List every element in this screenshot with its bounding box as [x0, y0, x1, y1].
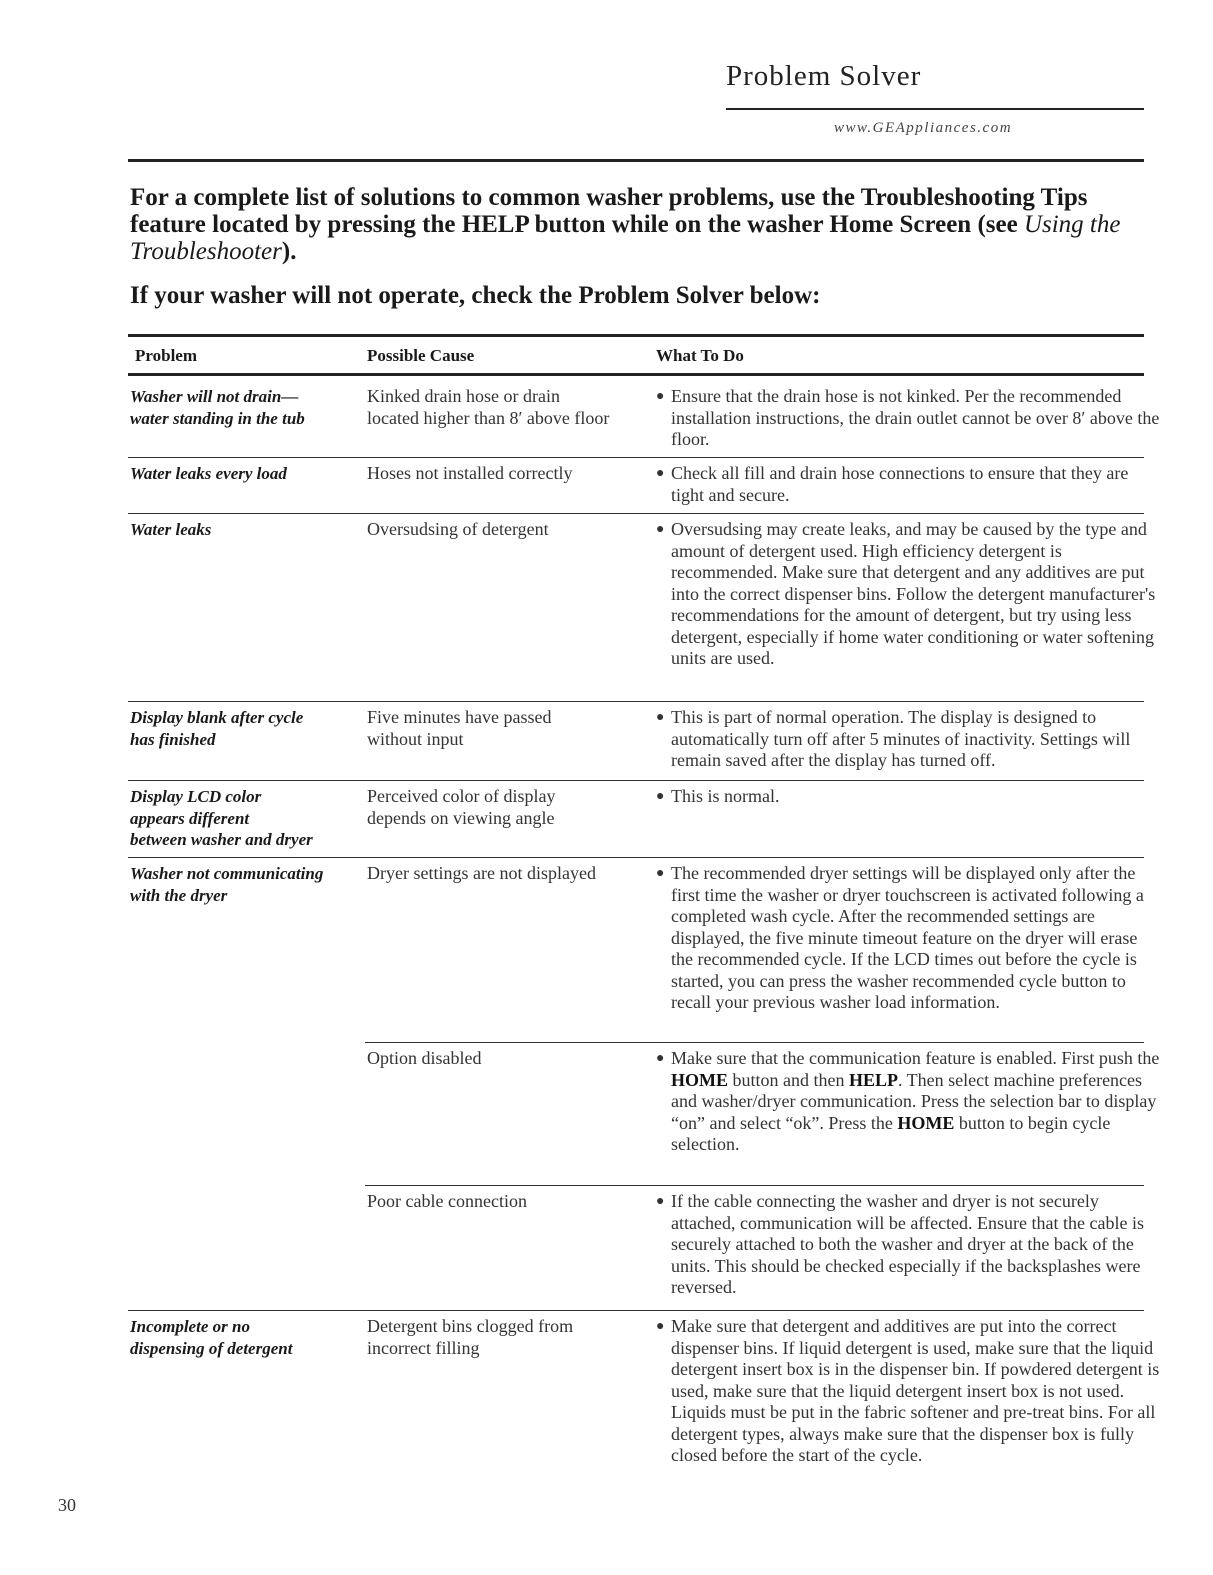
row-divider [365, 1185, 1144, 1186]
cause-cell: Perceived color of display depends on viewing angle [367, 786, 556, 828]
todo-text: Oversudsing may create leaks, and may be caused by the type and amount of detergent used. High efficiency detergent is recommended. Make sure that detergent and any additives are put into the correct dispenser bins. Follow the detergent manufacturer's recommendations for the amount of detergent, but try using less detergent, especially if home water conditioning or water softening units are used. [671, 519, 1156, 668]
problem-cell: Water leaks every load [130, 464, 287, 483]
todo-text: This is part of normal operation. The display is designed to automatically turn off after 5 minutes of inactivity. Settings will remain saved after the display has turned off. [671, 707, 1131, 770]
intro-text: For a complete list of solutions to common washer problems, use the Troubleshooting Tips feature located by pressing the HELP button while on the washer Home Screen (see [130, 184, 1088, 238]
todo-text: The recommended dryer settings will be displayed only after the first time the washer or dryer touchscreen is activated following a completed wash cycle. After the recommended settings are displayed, the five minute timeout feature on the dryer will erase the recommended cycle. If the LCD times out before the cycle is started, you can press the washer recommended cycle button to recall your previous washer load information. [671, 863, 1144, 1012]
column-header-todo: What To Do [656, 346, 744, 365]
row-divider [128, 780, 1144, 781]
todo-cell [656, 863, 1161, 1014]
cause-cell: Option disabled [367, 1048, 482, 1068]
home-button-label: HOME [671, 1069, 728, 1090]
bullet-icon: ● [656, 866, 665, 881]
todo-cell [656, 786, 1161, 808]
todo-text: This is normal. [671, 786, 780, 806]
page-title: Problem Solver [726, 60, 922, 92]
help-button-label: HELP [848, 1069, 898, 1090]
cause-cell: Detergent bins clogged from incorrect filling [367, 1316, 574, 1358]
todo-cell [656, 386, 1161, 451]
section-divider [128, 159, 1144, 162]
table-top-border [128, 334, 1144, 337]
todo-text: Ensure that the drain hose is not kinked. Per the recommended installation instructions, the drain outlet cannot be over 8′ above the floor. [671, 386, 1160, 449]
header-divider [726, 108, 1144, 110]
todo-cell [656, 1191, 1161, 1299]
todo-cell [656, 463, 1161, 506]
bullet-icon: ● [656, 1319, 665, 1334]
problem-cell: Display LCD color appears different between washer and dryer [130, 787, 313, 849]
bullet-icon: ● [656, 389, 665, 404]
todo-text: Check all fill and drain hose connections to ensure that they are tight and secure. [671, 463, 1129, 505]
todo-text: . Then select machine preferences and washer/dryer communication. Press the selection bar to display “on” and select “ok”. Press the [671, 1069, 1157, 1133]
row-divider [128, 701, 1144, 702]
bullet-icon: ● [656, 710, 665, 725]
cause-cell: Oversudsing of detergent [367, 519, 549, 539]
todo-cell [656, 1316, 1161, 1467]
column-header-problem: Problem [135, 346, 198, 365]
bullet-icon: ● [656, 1051, 665, 1066]
todo-cell [656, 707, 1161, 772]
problem-cell: Washer will not drain— water standing in the tub [130, 387, 305, 428]
cause-cell: Hoses not installed correctly [367, 463, 573, 483]
home-button-label: HOME [897, 1112, 955, 1133]
row-divider [128, 457, 1144, 458]
todo-cell [656, 519, 1161, 670]
bullet-icon: ● [656, 1194, 665, 1209]
row-divider [128, 513, 1144, 514]
cause-cell: Poor cable connection [367, 1191, 527, 1211]
check-problem-solver-heading: If your washer will not operate, check the Problem Solver below: [130, 282, 821, 309]
intro-paragraph [130, 184, 1130, 265]
cause-cell: Dryer settings are not displayed [367, 863, 596, 883]
bullet-icon: ● [656, 789, 665, 804]
troubleshooter-reference: Using the Troubleshooter [130, 211, 1121, 265]
problem-cell: Incomplete or no dispensing of detergent [130, 1317, 293, 1358]
row-divider [128, 1310, 1144, 1311]
bullet-icon: ● [656, 466, 665, 481]
problem-cell: Washer not communicating with the dryer [130, 864, 324, 905]
todo-text: Make sure that the communication feature is enabled. First push the [671, 1048, 1160, 1068]
todo-text: button to begin cycle selection. [671, 1112, 1111, 1154]
website-url: www.GEAppliances.com [834, 120, 1013, 136]
todo-text: Make sure that detergent and additives are put into the correct dispenser bins. If liquid detergent is used, make sure that the liquid detergent insert box is in the dispenser bin. If powdered detergent is used, make sure that the liquid detergent insert box is not used. Liquids must be put in the fabric softener and pre-treat bins. For all detergent types, always make sure that the dispenser box is fully closed before the start of the cycle. [671, 1316, 1160, 1465]
problem-cell: Display blank after cycle has finished [130, 708, 304, 749]
row-divider [365, 1042, 1144, 1043]
todo-text: If the cable connecting the washer and dryer is not securely attached, communication will be affected. Ensure that the cable is securely attached to both the washer and dryer at the back of the units. This should be checked especially if the backsplashes were reversed. [671, 1191, 1144, 1297]
problem-cell: Water leaks [130, 520, 212, 539]
table-header-border [128, 373, 1144, 376]
page-number: 30 [58, 1495, 76, 1515]
todo-text: button and then [728, 1069, 849, 1090]
intro-text-end: ). [281, 238, 297, 265]
todo-cell [656, 1048, 1161, 1156]
cause-cell: Kinked drain hose or drain located higher than 8′ above floor [367, 386, 610, 428]
row-divider [128, 857, 1144, 858]
column-header-cause: Possible Cause [367, 346, 475, 365]
bullet-icon: ● [656, 522, 665, 537]
cause-cell: Five minutes have passed without input [367, 707, 552, 749]
